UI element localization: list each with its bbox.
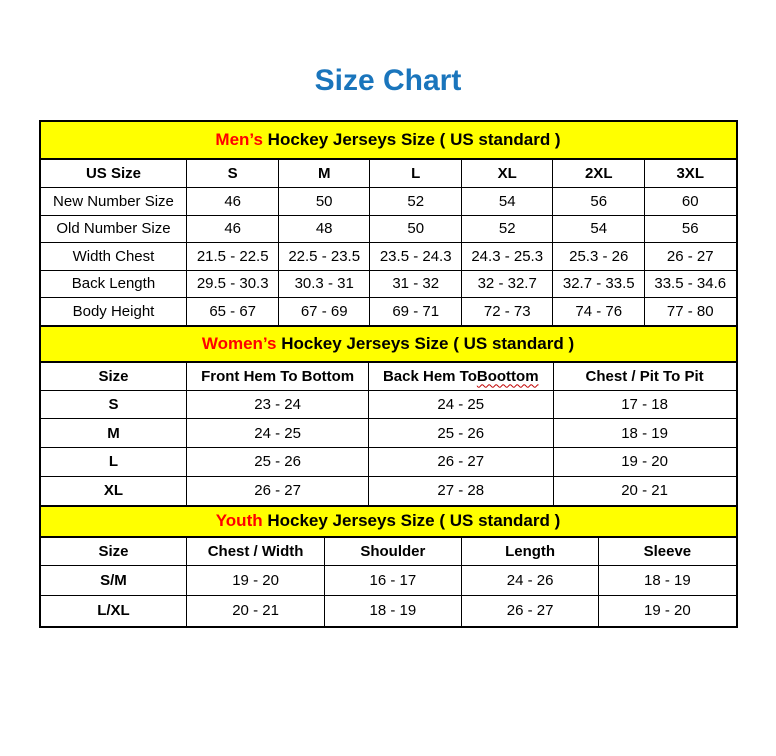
- table-cell: 16 - 17: [324, 566, 461, 596]
- table-row: [41, 418, 736, 447]
- table-cell: 23.5 - 24.3: [369, 243, 461, 270]
- table-cell: 18 - 19: [553, 419, 736, 447]
- column-header: Shoulder: [324, 538, 461, 565]
- band-highlight-mens: Men’s: [215, 130, 263, 149]
- table-cell: 74 - 76: [552, 298, 644, 325]
- table-cell: 26 - 27: [186, 477, 367, 505]
- table-cell: 77 - 80: [644, 298, 736, 325]
- table-cell: 31 - 32: [369, 271, 461, 298]
- header-text: Back Hem To: [382, 367, 477, 385]
- table-cell: 20 - 21: [186, 596, 323, 626]
- column-header: Chest / Width: [186, 538, 323, 565]
- table-cell: 24 - 25: [186, 419, 367, 447]
- table-cell: 19 - 20: [186, 566, 323, 596]
- band-title-youth: Hockey Jerseys Size ( US standard ): [262, 511, 561, 531]
- table-cell: XL: [103, 482, 124, 500]
- column-header: US Size: [85, 165, 141, 182]
- table-cell: 29.5 - 30.3: [186, 271, 278, 298]
- table-cell: 26 - 27: [644, 243, 736, 270]
- band-title-womens: Hockey Jerseys Size ( US standard ): [276, 333, 575, 353]
- table-cell: 54: [552, 216, 644, 243]
- column-header: XL: [461, 160, 553, 187]
- table-cell: 32 - 32.7: [461, 271, 553, 298]
- column-header: [368, 363, 553, 390]
- section-womens: [41, 325, 736, 505]
- table-cell: S/M: [100, 571, 127, 589]
- table-cell: M: [107, 424, 120, 442]
- table-cell: 19 - 20: [598, 596, 735, 626]
- column-header: 3XL: [644, 160, 736, 187]
- table-row: [41, 390, 736, 419]
- band-highlight-youth: Youth: [215, 511, 263, 531]
- table-cell: 48: [278, 216, 370, 243]
- band-title-mens: Hockey Jerseys Size ( US standard ): [262, 130, 561, 149]
- column-header: Chest / Pit To Pit: [553, 363, 736, 390]
- table-row: [41, 187, 736, 215]
- table-cell: 23 - 24: [186, 391, 367, 419]
- column-header: M: [278, 160, 370, 187]
- table-cell: 20 - 21: [553, 477, 736, 505]
- table-cell: 30.3 - 31: [278, 271, 370, 298]
- table-cell: 65 - 67: [186, 298, 278, 325]
- table-cell: 18 - 19: [598, 566, 735, 596]
- table-cell: S: [108, 395, 119, 413]
- table-cell: 46: [186, 216, 278, 243]
- table-cell: Width Chest: [72, 247, 155, 265]
- table-cell: 25 - 26: [368, 419, 553, 447]
- table-cell: 32.7 - 33.5: [552, 271, 644, 298]
- table-row: [41, 297, 736, 325]
- table-cell: 26 - 27: [368, 448, 553, 476]
- band-highlight-womens: Women’s: [201, 333, 277, 353]
- header-row-mens: [41, 160, 736, 187]
- table-cell: 24.3 - 25.3: [461, 243, 553, 270]
- table-cell: 19 - 20: [553, 448, 736, 476]
- table-cell: 25 - 26: [186, 448, 367, 476]
- section-band-womens: [41, 325, 736, 363]
- column-header: L: [369, 160, 461, 187]
- header-row-youth: [41, 538, 736, 565]
- table-cell: Old Number Size: [56, 220, 171, 238]
- table-cell: 56: [552, 188, 644, 215]
- column-header: Sleeve: [598, 538, 735, 565]
- table-row: [41, 447, 736, 476]
- page-title: Size Chart: [314, 64, 462, 97]
- table-cell: 21.5 - 22.5: [186, 243, 278, 270]
- table-cell: 50: [369, 216, 461, 243]
- column-header: S: [186, 160, 278, 187]
- misspelled-word: Boottom: [476, 367, 539, 385]
- table-cell: 22.5 - 23.5: [278, 243, 370, 270]
- table-cell: 17 - 18: [553, 391, 736, 419]
- table-cell: 54: [461, 188, 553, 215]
- table-cell: 24 - 26: [461, 566, 598, 596]
- column-header: Size: [98, 367, 129, 385]
- table-cell: Body Height: [72, 302, 155, 320]
- table-cell: 26 - 27: [461, 596, 598, 626]
- table-cell: 72 - 73: [461, 298, 553, 325]
- table-cell: 46: [186, 188, 278, 215]
- table-cell: 67 - 69: [278, 298, 370, 325]
- table-cell: 69 - 71: [369, 298, 461, 325]
- table-cell: 52: [369, 188, 461, 215]
- table-cell: 27 - 28: [368, 477, 553, 505]
- section-band-youth: [41, 505, 736, 538]
- table-cell: 52: [461, 216, 553, 243]
- table-row: [41, 270, 736, 298]
- column-header: Front Hem To Bottom: [186, 363, 367, 390]
- table-cell: 60: [644, 188, 736, 215]
- section-youth: [41, 505, 736, 626]
- table-cell: 50: [278, 188, 370, 215]
- table-cell: 18 - 19: [324, 596, 461, 626]
- section-mens: [41, 122, 736, 325]
- table-row: [41, 242, 736, 270]
- section-band-mens: [41, 122, 736, 160]
- table-cell: New Number Size: [53, 192, 174, 210]
- column-header: 2XL: [552, 160, 644, 187]
- table-cell: 25.3 - 26: [552, 243, 644, 270]
- table-cell: Back Length: [71, 275, 156, 293]
- header-row-womens: [41, 363, 736, 390]
- table-cell: 33.5 - 34.6: [644, 271, 736, 298]
- table-row: [41, 215, 736, 243]
- table-row: [41, 565, 736, 596]
- column-header: Length: [461, 538, 598, 565]
- table-cell: 56: [644, 216, 736, 243]
- table-row: [41, 476, 736, 505]
- column-header: Size: [98, 542, 129, 560]
- table-row: [41, 595, 736, 626]
- table-cell: 24 - 25: [368, 391, 553, 419]
- size-chart: [39, 120, 738, 628]
- table-cell: L/XL: [97, 602, 130, 620]
- table-cell: L: [108, 453, 119, 471]
